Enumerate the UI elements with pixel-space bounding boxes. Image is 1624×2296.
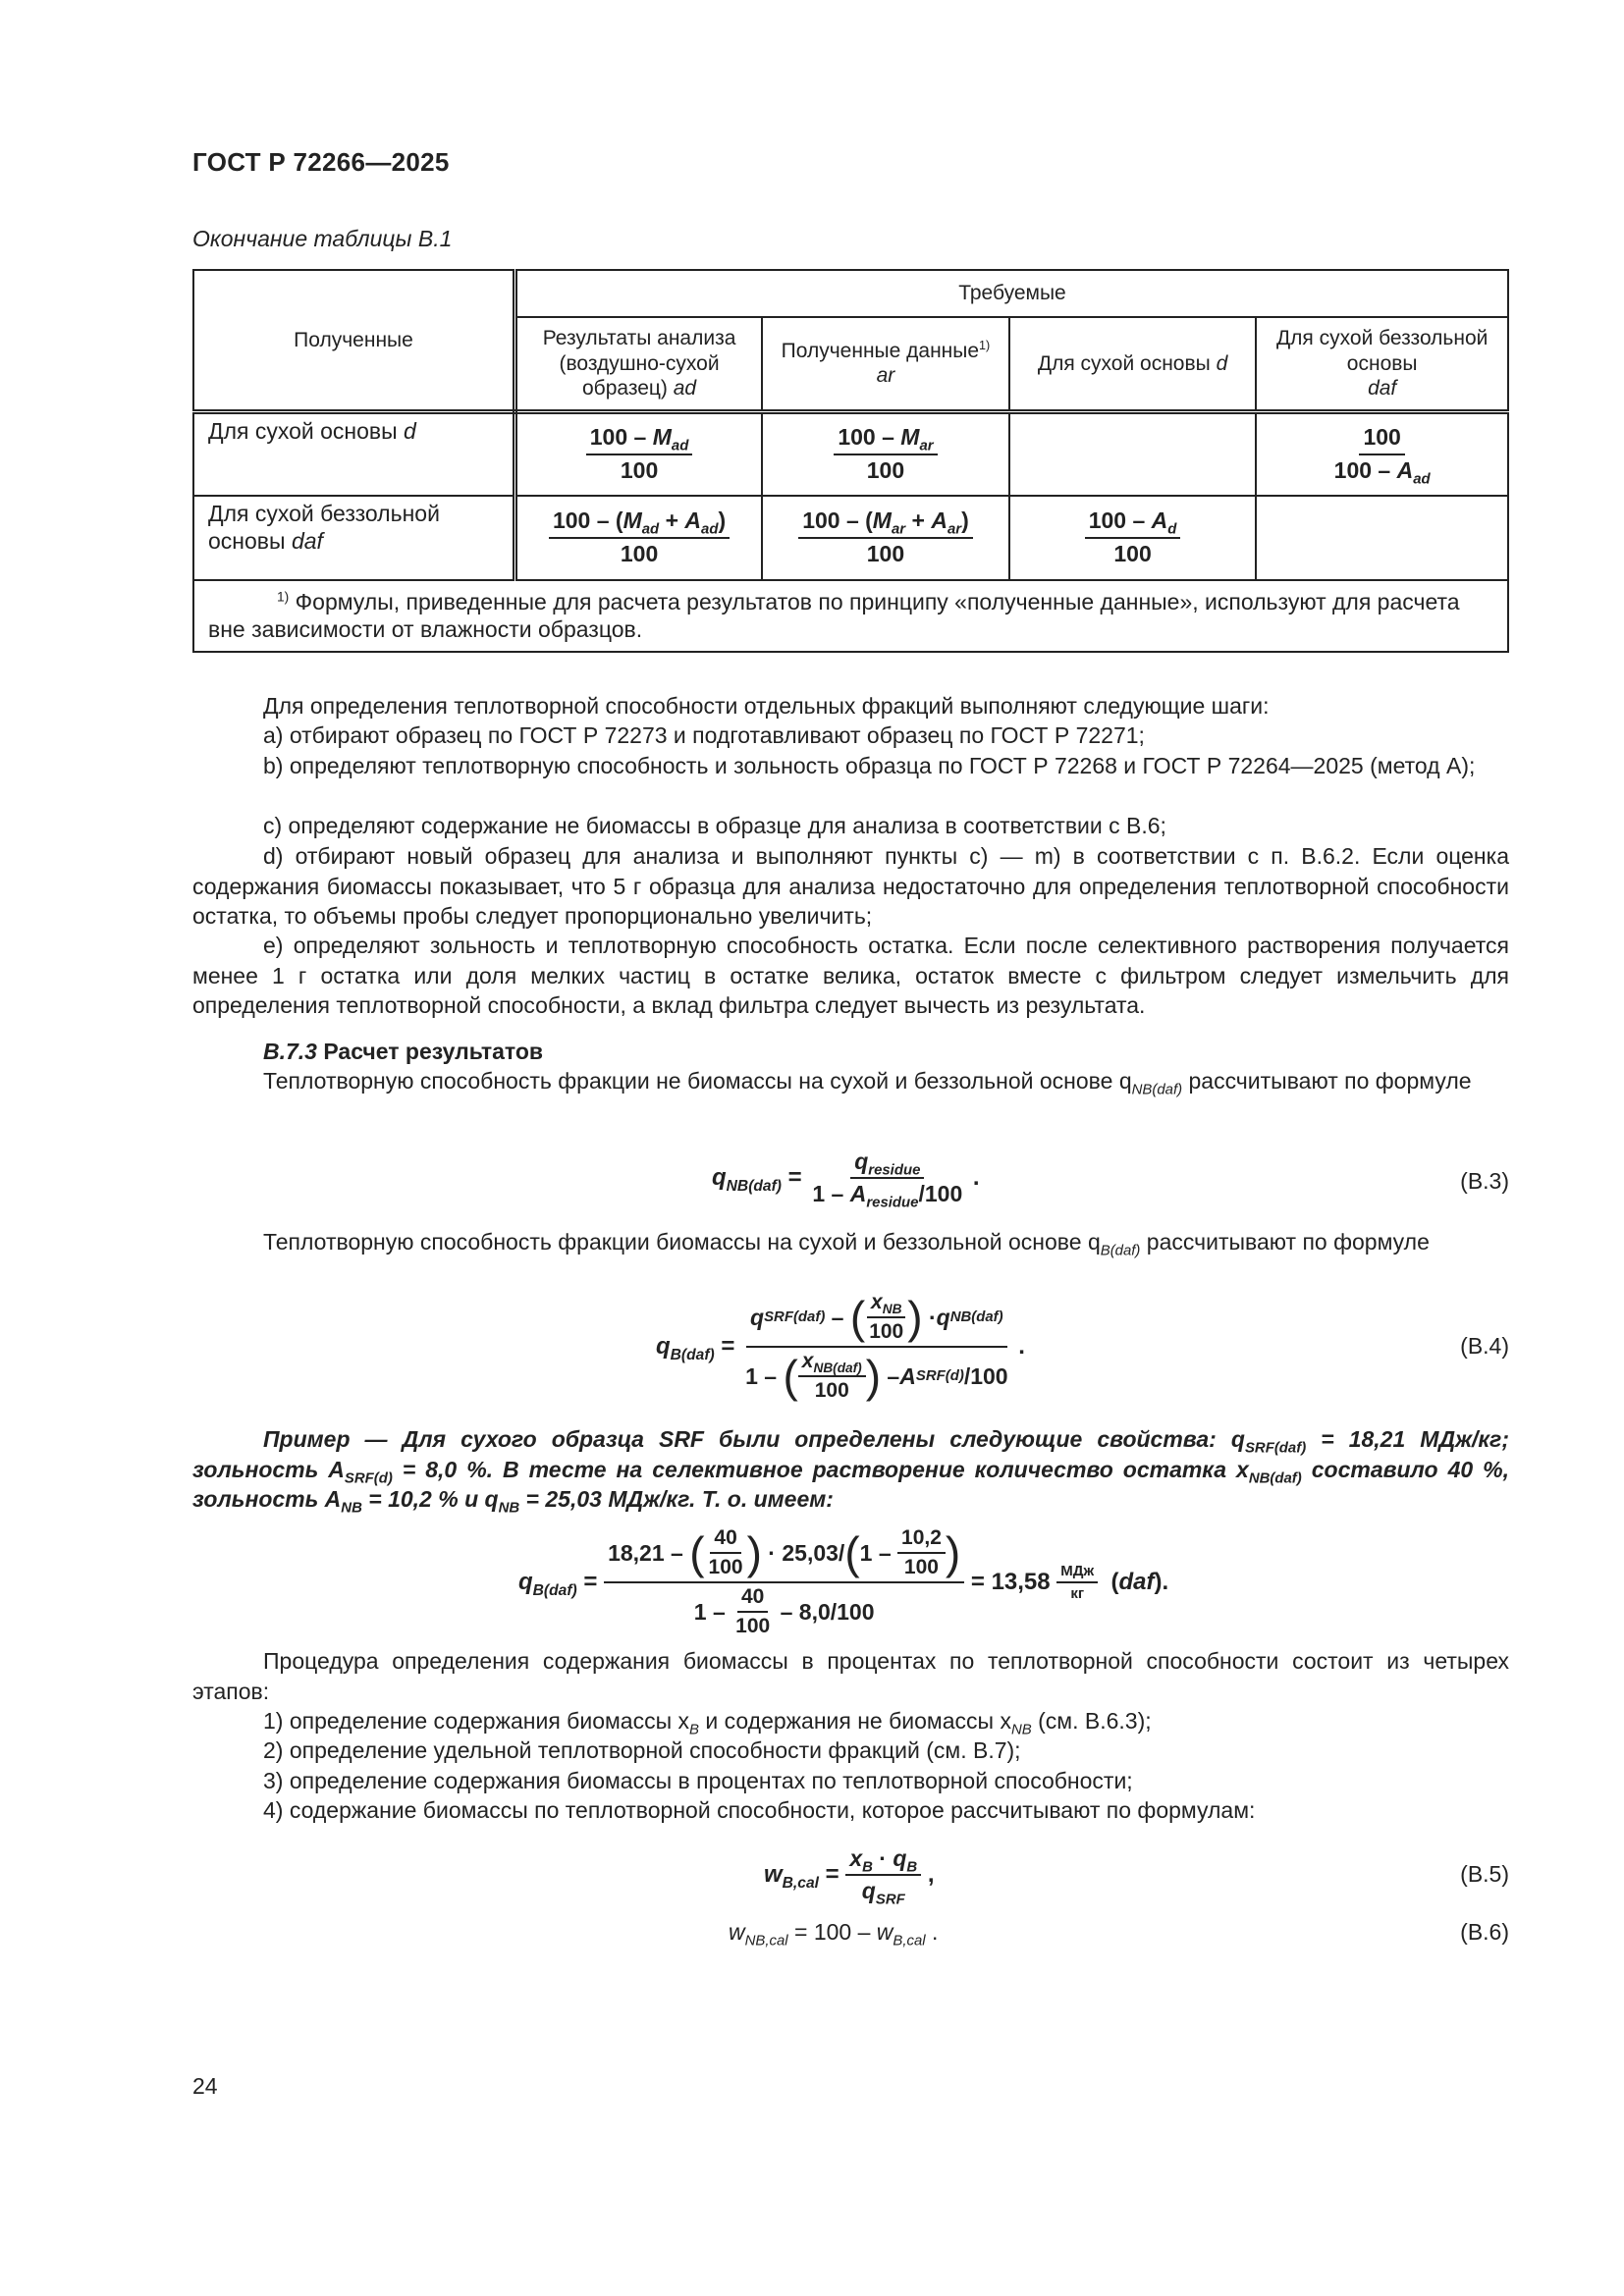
formula-example: $q_{B(daf)}$ = 18,21 – ( $\frac{40}{100}$ ) · 25,03/ ( 1 – $\frac{10,2}{100}$ ) 1 – $\frac{40}{100}$ – 8,0/100 = 13,58 $\frac{\text{МДж}}{кг}$ (daf). <box>518 1526 1169 1637</box>
example-text: Пример — Для сухого образца SRF были определены следующие свойства: $q_{SRF(daf)} = 18,21$ МДж/кг; зольность $A_{SRF(d)} = 8,0$ %. В тесте на селективное растворение количество остатка $x_{NB(daf)}$ составило 40 %, зольность $A_{NB} = 10,2$ % и $q_{NB} = 25,03$ МДж/кг. Т. о. имеем: <box>192 1426 1509 1517</box>
procedure-step-1: 1) определение содержания биомассы $x_B$ и содержания не биомассы $x_{NB}$ (см. В.6.3); <box>263 1708 1152 1738</box>
step-a: a) отбирают образец по ГОСТ Р 72273 и подготавливают образец по ГОСТ Р 72271; <box>263 722 1145 748</box>
header-daf: Для сухой беззольной основы daf <box>1256 317 1508 411</box>
header-required: Требуемые <box>514 270 1508 317</box>
cell-daf-daf <box>1256 496 1508 580</box>
header-obtained: Полученные <box>193 270 514 411</box>
formula-b5: $w_{B,cal}$ = $\frac{x_B \cdot q_B}{q_{SRF}}$ , <box>764 1845 935 1908</box>
procedure-intro: Процедура определения содержания биомассы в процентах по теплотворной способности состоит из четырех этапов: <box>192 1648 1509 1704</box>
row-label-d: Для сухой основы d <box>193 411 514 496</box>
cell-daf-d: $\frac{100 - A_d}{100}$ <box>1009 496 1257 580</box>
page-number: 24 <box>192 2073 218 2099</box>
step-c: c) определяют содержание не биомассы в образце для анализа в соответствии с В.6; <box>263 813 1166 838</box>
procedure-step-4: 4) содержание биомассы по теплотворной способности, которое рассчитывают по формулам: <box>263 1797 1256 1823</box>
procedure-step-3: 3) определение содержания биомассы в процентах по теплотворной способности; <box>263 1768 1133 1793</box>
steps-intro: Для определения теплотворной способности отдельных фракций выполняют следующие шаги: <box>263 693 1270 719</box>
section-p1: Теплотворную способность фракции не биомассы на сухой и беззольной основе $q_{NB(daf)}$ рассчитывают по формуле <box>263 1068 1472 1098</box>
step-b: b) определяют теплотворную способность и зольность образца по ГОСТ Р 72268 и ГОСТ Р 72264—2025 (метод А); <box>263 753 1476 778</box>
formula-b3: $q_{NB(daf)}$ = $\frac{q_{residue}}{1 - A_{residue}/100}$ . <box>712 1148 980 1211</box>
header-ar: Полученные данные$^{1)}$ ar <box>762 317 1009 411</box>
table-footnote: $^{1)}$ Формулы, приведенные для расчета результатов по принципу «полученные данные», используют для расчета вне зависимости от влажности образцов. <box>193 580 1508 652</box>
cell-daf-ar: $\frac{100 - (M_{ar} + A_{ar})}{100}$ <box>762 496 1009 580</box>
cell-d-ad: $\frac{100 - M_{ad}}{100}$ <box>514 411 762 496</box>
section-heading: В.7.3 Расчет результатов <box>263 1039 544 1064</box>
step-e: e) определяют зольность и теплотворную способность остатка. Если после селективного растворения получается менее 1 г остатка или доля мелких частиц в остатке велика, остаток вместе с фильтром следует измельчить для определения теплотворной способности, а вклад фильтра следует вычесть из результата. <box>192 933 1509 1018</box>
step-d: d) отбирают новый образец для анализа и выполняют пункты c) — m) в соответствии с п. В.6.2. Если оценка содержания биомассы показывает, что 5 г образца для анализа недостаточно для определения теплотворной способности остатка, то объемы пробы следует пропорционально увеличить; <box>192 843 1509 929</box>
cell-d-ar: $\frac{100 - M_{ar}}{100}$ <box>762 411 1009 496</box>
conversion-table <box>192 269 1509 653</box>
document-code: ГОСТ Р 72266—2025 <box>192 147 450 177</box>
eq-number-b6: (В.6) <box>1460 1919 1509 1945</box>
header-d: Для сухой основы d <box>1009 317 1257 411</box>
formula-b6: $w_{NB,cal} = 100 - w_{B,cal}$ . <box>729 1919 939 1949</box>
section-p2: Теплотворную способность фракции биомассы на сухой и беззольной основе $q_{B(daf)}$ рассчитывают по формуле <box>263 1229 1430 1259</box>
header-ad: Результаты анализа (воздушно-сухой образец) ad <box>514 317 762 411</box>
row-label-daf: Для сухой беззольной основы daf <box>193 496 514 580</box>
cell-d-daf: $\frac{100}{100 - A_{ad}}$ <box>1256 411 1508 496</box>
eq-number-b4: (В.4) <box>1460 1333 1509 1359</box>
procedure-step-2: 2) определение удельной теплотворной способности фракций (см. В.7); <box>263 1737 1021 1763</box>
eq-number-b5: (В.5) <box>1460 1861 1509 1887</box>
cell-d-d <box>1009 411 1257 496</box>
formula-b4: $q_{B(daf)}$ = q SRF(daf) – ( $\frac{x_{NB}}{100}$ ) · q NB(daf) 1 – ( $\frac{x_{NB(daf)}}{100}$ ) – A SRF(d) /100 . <box>656 1291 1025 1402</box>
cell-daf-ad: $\frac{100 - (M_{ad} + A_{ad})}{100}$ <box>514 496 762 580</box>
table-caption: Окончание таблицы В.1 <box>192 226 453 251</box>
eq-number-b3: (В.3) <box>1460 1168 1509 1194</box>
